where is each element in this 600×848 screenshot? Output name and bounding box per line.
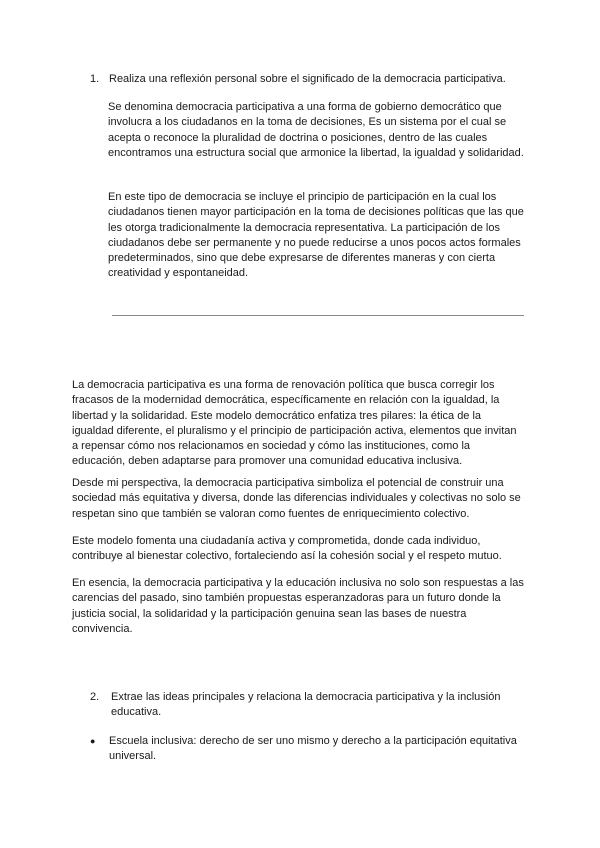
bullet-icon: ● xyxy=(90,736,96,746)
question-2-prompt: Extrae las ideas principales y relaciona la democracia participativa y la inclusión educativa. xyxy=(111,691,501,718)
question-1-answer-paragraph-1: Se denomina democracia participativa a una forma de gobierno democrático que involucra a los ciudadanos en la toma de decisiones, Es un sistema por el cual se acepta o reconoce la pluralidad de doctrina o posiciones, dentro de las cuales encontramos una estructura social que armonice la libertad, la igualdad y solidaridad. xyxy=(108,101,524,159)
essay-paragraph-1: La democracia participativa es una forma de renovación política que busca corregir los fracasos de la modernidad democrática, específicamente en relación con la igualdad, la libertad y la solidaridad. Este modelo democrático enfatiza tres pilares: la ética de la igualdad diferente, el pluralismo y el principio de participación activa, elementos que invitan a repensar cómo nos relacionamos en sociedad y cómo las instituciones, como la educación, deben adaptarse para promover una comunidad educativa inclusiva. xyxy=(72,379,517,468)
essay-paragraph-2: Desde mi perspectiva, la democracia participativa simboliza el potencial de construir una sociedad más equitativa y diversa, donde las diferencias individuales y colectivas no solo se respetan sino que también se valoran como fuentes de enriquecimiento colectivo. xyxy=(72,477,521,520)
question-2-number: 2. xyxy=(90,691,100,703)
list-item-text: Escuela inclusiva: derecho de ser uno mismo y derecho a la participación equitativa universal. xyxy=(109,735,517,762)
essay-paragraph-3: Este modelo fomenta una ciudadanía activa y comprometida, donde cada individuo, contribuye al bienestar colectivo, fortaleciendo así la cohesión social y el respeto mutuo. xyxy=(72,535,502,563)
question-1-answer-paragraph-2: En este tipo de democracia se incluye el principio de participación en la cual los ciudadanos tienen mayor participación en la toma de decisiones políticas que las que les otorga tradicionalmente la democracia representativa. La participación de los ciudadanos debe ser permanente y no puede reducirse a unos pocos actos formales predeterminados, sino que debe expresarse de diferentes maneras y con cierta creatividad y espontaneidad. xyxy=(108,191,524,280)
question-1-prompt: Realiza una reflexión personal sobre el significado de la democracia participativa. xyxy=(109,73,506,85)
horizontal-divider xyxy=(112,315,524,316)
essay-paragraph-4: En esencia, la democracia participativa y la educación inclusiva no solo son respuestas a las carencias del pasado, sino también propuestas esperanzadoras para un futuro donde la justicia social, la solidaridad y la participación genuina sean las bases de nuestra convivencia. xyxy=(72,577,524,635)
question-1-number: 1. xyxy=(90,73,100,85)
